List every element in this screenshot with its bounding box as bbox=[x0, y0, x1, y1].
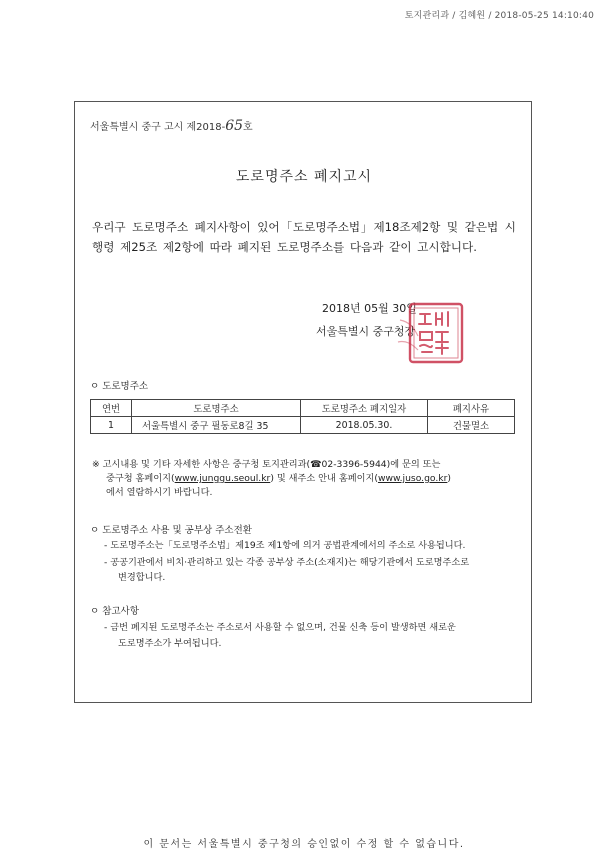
usage-item-2-line-1: - 공공기관에서 비치·관리하고 있는 각종 공부상 주소(소재지)는 해당기관에서 도로명주소로 bbox=[104, 557, 470, 568]
table-header-row bbox=[91, 400, 515, 417]
reference-item-1-line-2: 도로명주소가 부여됩니다. bbox=[118, 638, 222, 649]
cell-reason: 건물멸소 bbox=[428, 417, 515, 434]
note-line-1: ※ 고시내용 및 기타 자세한 사항은 중구청 토지관리과(☎02-3396-5944)에 문의 또는 bbox=[92, 459, 441, 470]
document-meta-header: 토지관리과 / 김혜원 / 2018-05-25 14:10:40 bbox=[404, 11, 594, 21]
column-header-reason: 폐지사유 bbox=[428, 400, 515, 417]
note-line-2 bbox=[92, 472, 512, 486]
notice-number-suffix: 호 bbox=[243, 122, 253, 133]
notice-number-handwritten: 65 bbox=[225, 118, 244, 134]
cell-abolish-date: 2018.05.30. bbox=[301, 417, 428, 434]
column-header-abolish-date: 도로명주소 폐지일자 bbox=[301, 400, 428, 417]
document-title: 도로명주소 폐지고시 bbox=[235, 169, 373, 185]
usage-item-2-line-2: 변경합니다. bbox=[118, 572, 166, 583]
cell-address: 서울특별시 중구 필동로8길 35 bbox=[132, 417, 301, 434]
reference-item-1-line-1: - 금번 폐지된 도로명주소는 주소로서 사용할 수 없으며, 건물 신축 등이 발생하면 새로운 bbox=[104, 622, 456, 633]
note-line-3: 에서 열람하시기 바랍니다. bbox=[106, 487, 213, 498]
usage-section-heading: ㅇ 도로명주소 사용 및 공부상 주소전환 bbox=[90, 525, 252, 536]
address-section-heading: ㅇ 도로명주소 bbox=[90, 381, 149, 392]
address-table bbox=[90, 399, 515, 434]
notice-body: 우리구 도로명주소 폐지사항이 있어「도로명주소법」제18조제2항 및 같은법 시행령 제25조 제2항에 따라 폐지된 도로명주소를 다음과 같이 고시합니다. bbox=[92, 220, 516, 254]
note-line-2-a: 중구청 홈페이지( bbox=[106, 473, 175, 484]
junggu-homepage-link[interactable]: www.junggu.seoul.kr bbox=[174, 473, 271, 484]
inquiry-note bbox=[92, 458, 512, 500]
column-header-no: 연번 bbox=[91, 400, 132, 417]
note-line-2-b: ) 및 새주소 안내 홈페이지( bbox=[270, 473, 378, 484]
notice-number bbox=[90, 118, 253, 134]
notice-number-prefix: 서울특별시 중구 고시 제2018- bbox=[90, 122, 226, 133]
column-header-address: 도로명주소 bbox=[132, 400, 301, 417]
usage-item-1: - 도로명주소는「도로명주소법」제19조 제1항에 의거 공법관계에서의 주소로 사용됩니다. bbox=[104, 540, 466, 551]
notice-issuer: 서울특별시 중구청장 bbox=[316, 325, 416, 338]
table-row bbox=[91, 417, 515, 434]
notice-date: 2018년 05월 30일 bbox=[322, 302, 417, 315]
note-line-2-c: ) bbox=[447, 473, 452, 484]
document-footer: 이 문서는 서울특별시 중구청의 승인없이 수정 할 수 없습니다. bbox=[143, 839, 465, 850]
cell-no: 1 bbox=[91, 417, 132, 434]
reference-section-heading: ㅇ 참고사항 bbox=[90, 606, 139, 617]
juso-homepage-link[interactable]: www.juso.go.kr bbox=[377, 473, 448, 484]
